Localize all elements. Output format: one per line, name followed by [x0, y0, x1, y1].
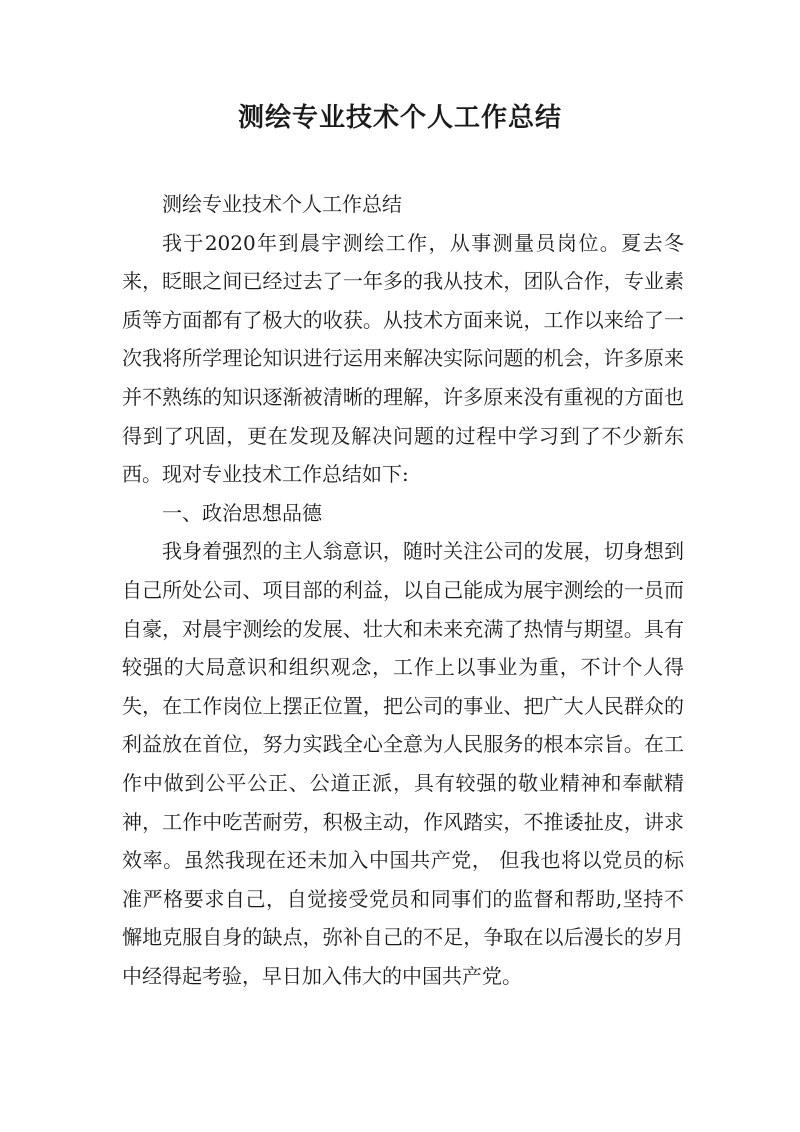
document-body [122, 185, 684, 995]
body-paragraph-political: 我身着强烈的主人翁意识，随时关注公司的发展，切身想到自己所处公司、项目部的利益，以自己能成为展宇测绘的一员而自豪，对晨宇测绘的发展、壮大和未来充满了热情与期望。具有较强的大局意识和组织观念，工作上以事业为重，不计个人得失，在工作岗位上摆正位置，把公司的事业、把广大人民群众的利益放在首位，努力实践全心全意为人民服务的根本宗旨。在工作中做到公平公正、公道正派，具有较强的敬业精神和奉献精神，工作中吃苦耐劳，积极主动，作风踏实，不推诿扯皮，讲求效率。虽然我现在还未加入中国共产党， 但我也将以党员的标准严格要求自己，自觉接受党员和同事们的监督和帮助,坚持不懈地克服自身的缺点，弥补自己的不足，争取在以后漫长的岁月中经得起考验，早日加入伟大的中国共产党。 [122, 539, 684, 988]
document-title: 测绘专业技术个人工作总结 [237, 103, 562, 133]
body-paragraph-subtitle: 测绘专业技术个人工作总结 [162, 192, 402, 216]
body-paragraph-intro: 我于2020年到晨宇测绘工作，从事测量员岗位。夏去冬来，眨眼之间已经过去了一年多的我从技术，团队合作，专业素质等方面都有了极大的收获。从技术方面来说，工作以来给了一次我将所学理论知识进行运用来解决实际问题的机会，许多原来并不熟练的知识逐渐被清晰的理解，许多原来没有重视的方面也得到了巩固，更在发现及解决问题的过程中学习到了不少新东西。现对专业技术工作总结如下: [122, 230, 684, 487]
section-heading-political: 一、政治思想品德 [162, 500, 322, 525]
